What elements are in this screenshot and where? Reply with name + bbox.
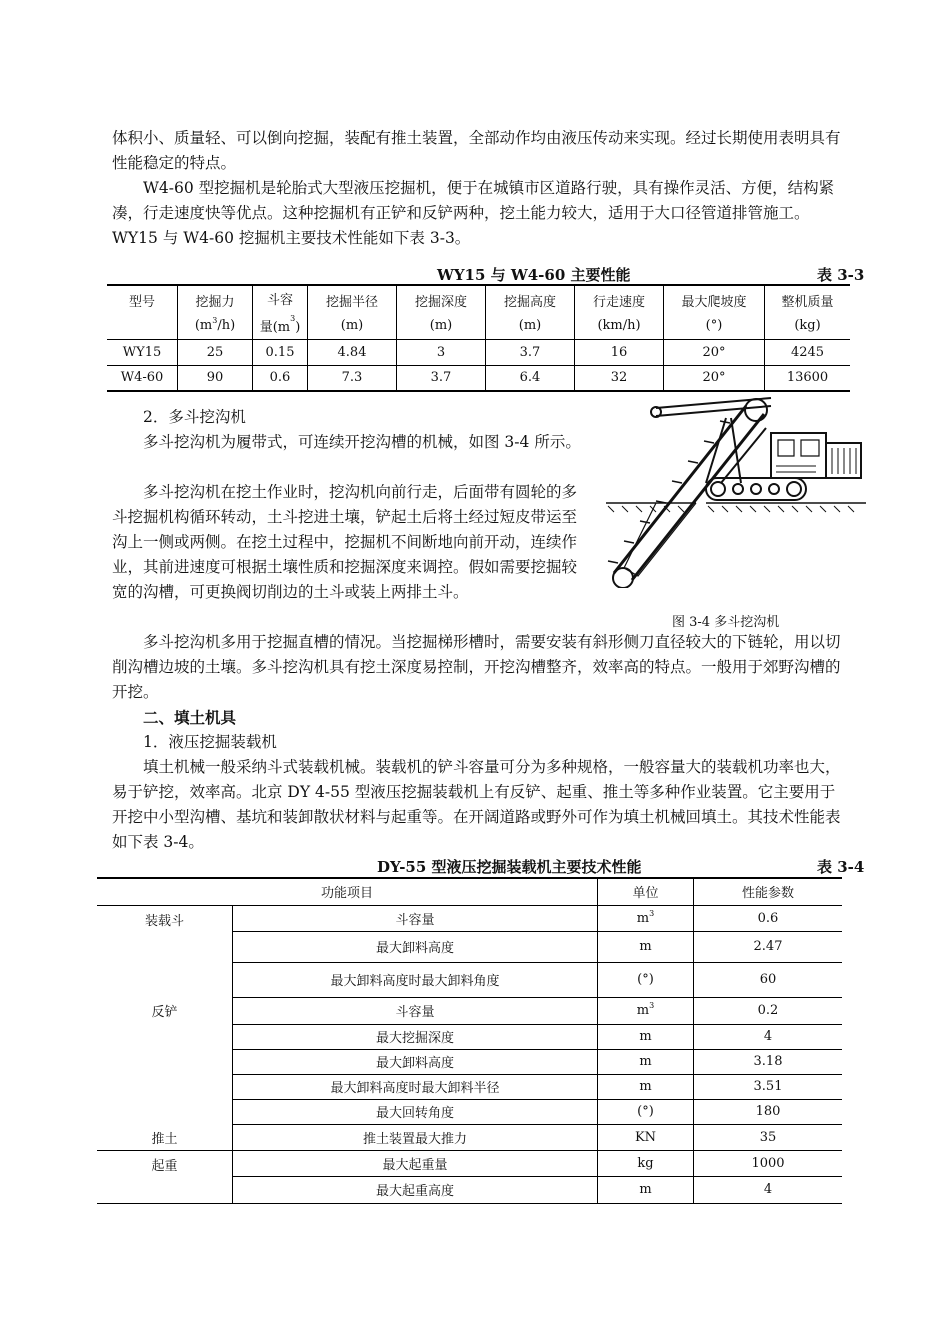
table-cell: 最大卸料高度时最大卸料半径 [233, 1074, 598, 1099]
table-cell: 最大挖掘深度 [233, 1024, 598, 1049]
table-cell: kg [598, 1150, 694, 1176]
table-cell: (°) [598, 1099, 694, 1124]
table-cell: 3.7 [486, 339, 575, 365]
table-cell: $m^3$ [598, 905, 694, 931]
table-cell: 4.84 [308, 339, 397, 365]
table-cell: 斗容量 [233, 997, 598, 1024]
table-cell: m [598, 1049, 694, 1074]
table-cell: 20° [664, 365, 765, 391]
group-cell: 推土 [97, 1124, 233, 1150]
table-cell: 0.15 [253, 339, 308, 365]
table-cell: 3.18 [694, 1049, 843, 1074]
table-3-4 [97, 877, 842, 1204]
table-cell: 4 [694, 1176, 843, 1203]
header-cell: 型号 [107, 285, 178, 339]
table-cell: $m^3$ [598, 997, 694, 1024]
header-cell: 功能项目 [97, 878, 598, 905]
group-cell: 反铲 [97, 997, 233, 1124]
header-cell: 挖掘高度 (m) [486, 285, 575, 339]
header-cell: 挖掘半径 (m) [308, 285, 397, 339]
table-cell: 最大卸料高度 [233, 1049, 598, 1074]
paragraph-w460: W4-60 型挖掘机是轮胎式大型液压挖掘机，便于在城镇市区道路行驶，具有操作灵活、方便，结构紧凑，行走速度快等优点。这种挖掘机有正铲和反铲两种，挖土能力较大，适用于大口径管道排管施工。WY15 与 W4-60 挖掘机主要技术性能如下表 3-3。 [112, 179, 835, 247]
table-row [97, 905, 842, 931]
header-cell: 行走速度 (km/h) [575, 285, 664, 339]
section-heading-loader: 1．液压挖掘装载机 [143, 733, 277, 751]
trencher-illustration [596, 388, 866, 588]
table-cell: 20° [664, 339, 765, 365]
table-cell: 最大卸料高度 [233, 931, 598, 962]
table-cell: 90 [178, 365, 253, 391]
section-heading-trencher: 2．多斗挖沟机 [143, 408, 246, 426]
header-cell: 整机质量 (kg) [765, 285, 851, 339]
paragraph-trencher-operation: 多斗挖沟机在挖土作业时，挖沟机向前行走，后面带有圆轮的多斗挖掘机构循环转动，土斗挖进土壤，铲起土后将土经过短皮带运至沟上一侧或两侧。在挖土过程中，挖掘机不间断地向前开动，连续作业，其前进速度可根据土壤性质和挖掘深度来调控。假如需要挖掘较宽的沟槽，可更换阀切削边的土斗或装上两排土斗。 [112, 483, 578, 601]
paragraph-trencher-intro: 多斗挖沟机为履带式，可连续开挖沟槽的机械，如图 3-4 所示。 [143, 433, 581, 451]
table-cell: 7.3 [308, 365, 397, 391]
table-cell: 0.6 [253, 365, 308, 391]
table-3-3-header-row [107, 285, 850, 339]
header-cell: 斗容 量$(m^3)$ [253, 285, 308, 339]
table-cell: 0.2 [694, 997, 843, 1024]
table-3-3-title: WY15 与 W4-60 主要性能 [437, 266, 631, 284]
table-cell: 最大起重量 [233, 1150, 598, 1176]
table-cell: 最大回转角度 [233, 1099, 598, 1124]
table-row [107, 339, 850, 365]
table-3-4-number: 表 3-4 [817, 858, 865, 876]
figure-caption: 图 3-4 多斗挖沟机 [672, 615, 780, 630]
table-3-4-title: DY-55 型液压挖掘装载机主要技术性能 [377, 858, 642, 876]
group-cell: 起重 [97, 1150, 233, 1203]
table-cell: 2.47 [694, 931, 843, 962]
table-cell: 35 [694, 1124, 843, 1150]
table-row [97, 1124, 842, 1150]
table-cell: 最大卸料高度时最大卸料角度 [233, 962, 598, 997]
table-cell: 3.51 [694, 1074, 843, 1099]
table-cell: 4 [694, 1024, 843, 1049]
table-3-3 [107, 284, 850, 392]
header-cell: 单位 [598, 878, 694, 905]
table-cell: 16 [575, 339, 664, 365]
table-cell: 13600 [765, 365, 851, 391]
table-cell: m [598, 1024, 694, 1049]
table-cell: m [598, 1074, 694, 1099]
table-cell: 斗容量 [233, 905, 598, 931]
table-cell: m [598, 1176, 694, 1203]
table-row [97, 1150, 842, 1176]
table-cell: (°) [598, 962, 694, 997]
table-cell: m [598, 931, 694, 962]
header-cell: 挖掘力 $(m^3/h)$ [178, 285, 253, 339]
table-cell: 60 [694, 962, 843, 997]
table-cell: 32 [575, 365, 664, 391]
table-cell: 推土装置最大推力 [233, 1124, 598, 1150]
header-cell: 挖掘深度 (m) [397, 285, 486, 339]
header-cell: 性能参数 [694, 878, 843, 905]
table-cell: 3.7 [397, 365, 486, 391]
paragraph-intro: 体积小、质量轻、可以倒向挖掘，装配有推土装置，全部动作均由液压传动来实现。经过长期使用表明具有性能稳定的特点。 [112, 129, 841, 172]
group-cell: 装载斗 [97, 905, 233, 997]
table-cell: 180 [694, 1099, 843, 1124]
section-heading-fill: 二、填土机具 [143, 708, 237, 727]
table-cell: W4-60 [107, 365, 178, 391]
paragraph-loader: 填土机械一般采纳斗式装载机械。装载机的铲斗容量可分为多种规格，一般容量大的装载机功率也大，易于铲挖，效率高。北京 DY 4-55 型液压挖掘装载机上有反铲、起重、推土等多种作业装置。它主要用于开挖中小型沟槽、基坑和装卸散状材料与起重等。在开阔道路或野外可作为填土机械回填土。其技术性能表如下表 3-4。 [112, 758, 841, 851]
table-cell: WY15 [107, 339, 178, 365]
table-cell: 1000 [694, 1150, 843, 1176]
paragraph-trencher-usage: 多斗挖沟机多用于挖掘直槽的情况。当挖掘梯形槽时，需要安装有斜形侧刀直径较大的下链轮，用以切削沟槽边坡的土壤。多斗挖沟机具有挖土深度易控制，开挖沟槽整齐，效率高的特点。一般用于郊野沟槽的开挖。 [112, 633, 841, 701]
table-3-4-header-row [97, 878, 842, 905]
table-cell: 6.4 [486, 365, 575, 391]
table-cell: 最大起重高度 [233, 1176, 598, 1203]
header-cell: 最大爬坡度 (°) [664, 285, 765, 339]
table-cell: 3 [397, 339, 486, 365]
table-cell: 25 [178, 339, 253, 365]
table-row [97, 997, 842, 1024]
table-3-3-number: 表 3-3 [817, 266, 865, 284]
table-cell: 4245 [765, 339, 851, 365]
table-cell: 0.6 [694, 905, 843, 931]
table-cell: KN [598, 1124, 694, 1150]
